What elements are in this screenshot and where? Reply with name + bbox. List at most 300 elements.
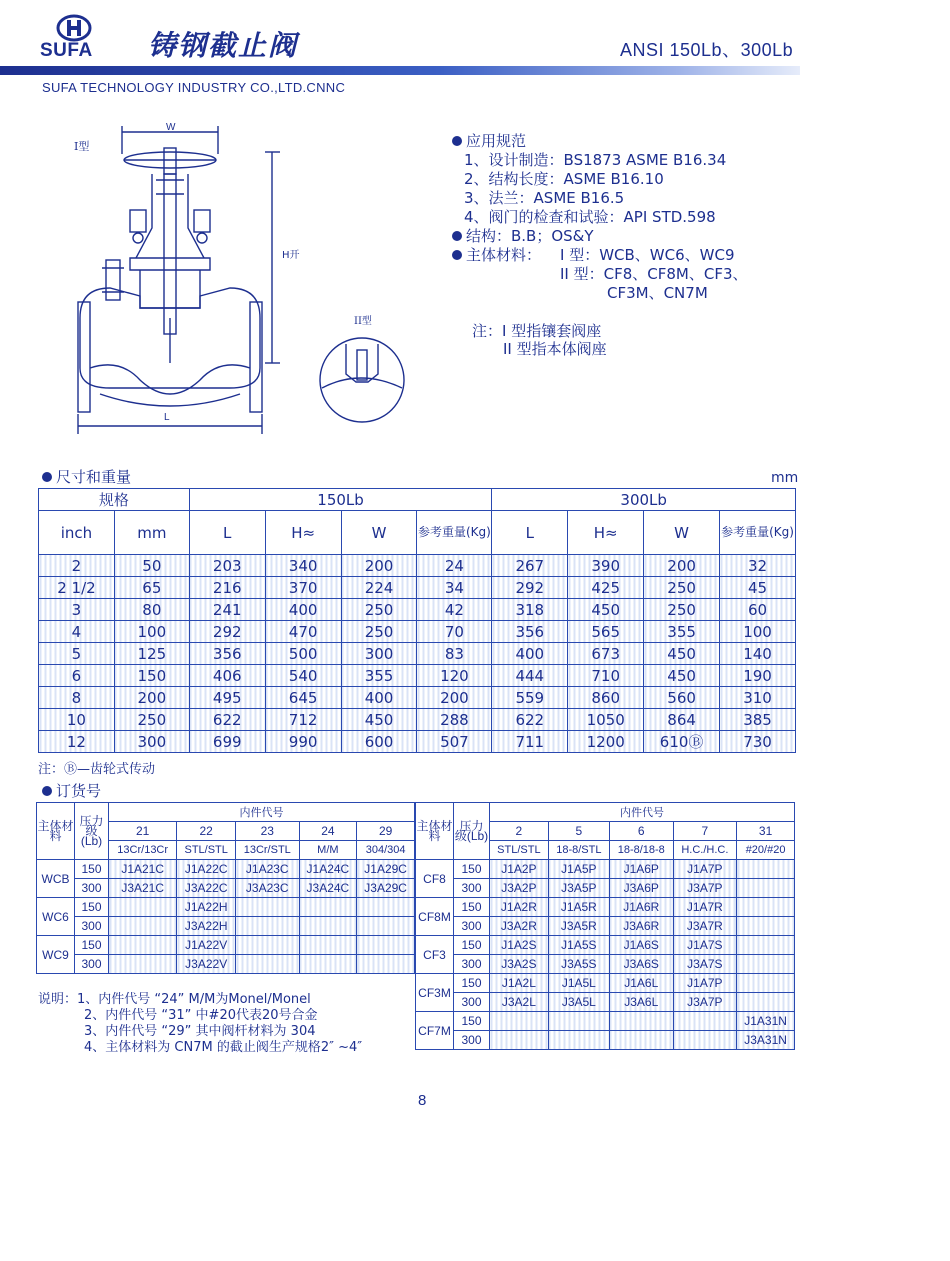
spec-note-2: II 型指本体阀座 xyxy=(503,340,607,358)
order-code: J1A2S xyxy=(490,936,549,955)
page-title: 铸钢截止阀 xyxy=(148,29,299,62)
header-150lb: 150Lb xyxy=(189,489,492,511)
order-code: J3A6P xyxy=(609,879,673,898)
trim-code: 29 xyxy=(357,822,415,841)
table-row xyxy=(416,1031,795,1050)
order-code: J3A6R xyxy=(609,917,673,936)
table-cell: 8 xyxy=(39,687,115,709)
page-number: 8 xyxy=(418,1092,427,1109)
order-code xyxy=(236,917,300,936)
table-cell: 450 xyxy=(568,599,644,621)
table-row xyxy=(37,879,415,898)
order-code xyxy=(737,917,795,936)
order-code: J1A6S xyxy=(609,936,673,955)
pressure-class: 300 xyxy=(75,955,109,974)
order-code: J1A31N xyxy=(737,1012,795,1031)
spec-heading: 应用规范 xyxy=(452,132,526,151)
table-row xyxy=(416,917,795,936)
table-cell: 1200 xyxy=(568,731,644,753)
order-code xyxy=(357,917,415,936)
order-code: J3A31N xyxy=(737,1031,795,1050)
table-cell: 200 xyxy=(114,687,189,709)
table-row xyxy=(416,860,795,879)
pressure-class: 150 xyxy=(75,898,109,917)
table-row xyxy=(37,955,415,974)
table-cell: 250 xyxy=(114,709,189,731)
order-code: J3A2R xyxy=(490,917,549,936)
col-w-300: W xyxy=(644,511,720,555)
order-code: J1A29C xyxy=(357,860,415,879)
table-cell: 470 xyxy=(265,621,341,643)
table-cell: 507 xyxy=(417,731,492,753)
table-cell: 120 xyxy=(417,665,492,687)
order-code: J1A22H xyxy=(177,898,236,917)
bullet-icon xyxy=(452,231,462,241)
dims-unit: mm xyxy=(771,470,799,486)
bullet-icon xyxy=(42,786,52,796)
pressure-class: 150 xyxy=(75,860,109,879)
table-row xyxy=(39,665,796,687)
order-code: J3A5S xyxy=(548,955,609,974)
col-l-150: L xyxy=(189,511,265,555)
spec-item-1: 1、设计制造：BS1873 ASME B16.34 xyxy=(464,151,727,169)
pressure-class: 300 xyxy=(454,955,490,974)
trim-material: H.C./H.C. xyxy=(673,841,737,860)
order-code xyxy=(299,898,357,917)
table-row xyxy=(37,917,415,936)
table-cell: 42 xyxy=(417,599,492,621)
col-l-300: L xyxy=(492,511,568,555)
table-cell: 45 xyxy=(720,577,796,599)
table-cell: 710 xyxy=(568,665,644,687)
pressure-class: 150 xyxy=(454,974,490,993)
order-code xyxy=(236,898,300,917)
pressure-class: 300 xyxy=(454,1031,490,1050)
table-cell: 565 xyxy=(568,621,644,643)
table-cell: 864 xyxy=(644,709,720,731)
table-cell: 288 xyxy=(417,709,492,731)
table-row xyxy=(416,936,795,955)
order-code: J1A7P xyxy=(673,860,737,879)
order-code xyxy=(548,1012,609,1031)
order-code: J1A7P xyxy=(673,974,737,993)
table-row xyxy=(37,860,415,879)
spec-item-2: 2、结构长度：ASME B16.10 xyxy=(464,170,664,188)
spec-material-type1: I 型：WCB、WC6、WC9 xyxy=(560,246,735,264)
table-cell: 406 xyxy=(189,665,265,687)
order-code xyxy=(737,936,795,955)
pressure-class: 300 xyxy=(75,917,109,936)
order-code xyxy=(109,917,177,936)
order-note-4: 4、主体材料为 CN7M 的截止阀生产规格2″ ~4″ xyxy=(84,1040,363,1055)
order-code: J3A7P xyxy=(673,879,737,898)
table-cell: 267 xyxy=(492,555,568,577)
order-code: J3A7P xyxy=(673,993,737,1012)
type1-label: I型 xyxy=(74,140,90,153)
order-code xyxy=(109,936,177,955)
pressure-class: 300 xyxy=(454,993,490,1012)
table-row xyxy=(416,898,795,917)
header-spec: 规格 xyxy=(39,489,190,511)
order-code xyxy=(299,936,357,955)
trim-material: STL/STL xyxy=(490,841,549,860)
table-cell: 310 xyxy=(720,687,796,709)
table-cell: 200 xyxy=(644,555,720,577)
table-cell: 425 xyxy=(568,577,644,599)
order-code xyxy=(490,1031,549,1050)
table-cell: 12 xyxy=(39,731,115,753)
order-code: J1A6L xyxy=(609,974,673,993)
table-cell: 356 xyxy=(189,643,265,665)
header-body-material: 主体材料 xyxy=(416,803,454,860)
table-cell: 990 xyxy=(265,731,341,753)
order-code: J1A7R xyxy=(673,898,737,917)
pressure-class: 300 xyxy=(454,879,490,898)
col-inch: inch xyxy=(39,511,115,555)
order-code xyxy=(109,955,177,974)
order-code: J3A6L xyxy=(609,993,673,1012)
pressure-class: 150 xyxy=(454,860,490,879)
order-code xyxy=(357,955,415,974)
table-cell: 450 xyxy=(644,643,720,665)
table-cell: 100 xyxy=(720,621,796,643)
table-cell: 444 xyxy=(492,665,568,687)
order-code: J3A22V xyxy=(177,955,236,974)
order-code: J1A5S xyxy=(548,936,609,955)
order-table-left xyxy=(36,802,415,974)
table-cell: 34 xyxy=(417,577,492,599)
order-code xyxy=(673,1031,737,1050)
order-code xyxy=(299,955,357,974)
table-cell: 712 xyxy=(265,709,341,731)
table-cell: 495 xyxy=(189,687,265,709)
pressure-class: 150 xyxy=(454,898,490,917)
table-cell: 140 xyxy=(720,643,796,665)
table-cell: 300 xyxy=(341,643,417,665)
bullet-icon xyxy=(42,472,52,482)
table-cell: 610Ⓑ xyxy=(644,731,720,753)
order-code xyxy=(609,1031,673,1050)
trim-material: 304/304 xyxy=(357,841,415,860)
table-cell: 10 xyxy=(39,709,115,731)
dims-table xyxy=(38,488,796,753)
order-code xyxy=(737,898,795,917)
table-row xyxy=(416,993,795,1012)
brand-logo xyxy=(40,14,115,66)
table-cell: 3 xyxy=(39,599,115,621)
table-row xyxy=(39,687,796,709)
order-code: J3A5R xyxy=(548,917,609,936)
pressure-class: 150 xyxy=(454,1012,490,1031)
table-cell: 1050 xyxy=(568,709,644,731)
table-cell: 860 xyxy=(568,687,644,709)
trim-code: 31 xyxy=(737,822,795,841)
trim-code: 23 xyxy=(236,822,300,841)
table-cell: 50 xyxy=(114,555,189,577)
table-cell: 224 xyxy=(341,577,417,599)
table-cell: 559 xyxy=(492,687,568,709)
table-cell: 300 xyxy=(114,731,189,753)
table-row xyxy=(39,555,796,577)
order-code: J1A6R xyxy=(609,898,673,917)
table-cell: 292 xyxy=(189,621,265,643)
order-code: J3A2L xyxy=(490,993,549,1012)
table-cell: 250 xyxy=(644,577,720,599)
order-code: J1A24C xyxy=(299,860,357,879)
table-cell: 370 xyxy=(265,577,341,599)
trim-code: 6 xyxy=(609,822,673,841)
table-row xyxy=(416,1012,795,1031)
order-code: J1A5R xyxy=(548,898,609,917)
order-code xyxy=(737,955,795,974)
table-cell: 560 xyxy=(644,687,720,709)
header-trim: 内件代号 xyxy=(490,803,795,822)
order-code xyxy=(673,1012,737,1031)
body-material: CF7M xyxy=(416,1012,454,1050)
table-cell: 450 xyxy=(341,709,417,731)
table-cell: 4 xyxy=(39,621,115,643)
trim-material: 18-8/STL xyxy=(548,841,609,860)
col-h-150: H≈ xyxy=(265,511,341,555)
table-cell: 60 xyxy=(720,599,796,621)
table-row xyxy=(39,709,796,731)
order-code: J3A7R xyxy=(673,917,737,936)
table-cell: 250 xyxy=(341,621,417,643)
order-heading: 订货号 xyxy=(42,780,101,801)
hexagon-logo-icon xyxy=(56,14,92,42)
pressure-class: 300 xyxy=(454,917,490,936)
table-cell: 600 xyxy=(341,731,417,753)
trim-material: #20/#20 xyxy=(737,841,795,860)
spec-item-4: 4、阀门的检查和试验：API STD.598 xyxy=(464,208,716,226)
order-code xyxy=(109,898,177,917)
spec-item-3: 3、法兰：ASME B16.5 xyxy=(464,189,625,207)
order-code: J1A2R xyxy=(490,898,549,917)
table-cell: 540 xyxy=(265,665,341,687)
table-cell: 699 xyxy=(189,731,265,753)
table-cell: 32 xyxy=(720,555,796,577)
bullet-icon xyxy=(452,136,462,146)
table-cell: 730 xyxy=(720,731,796,753)
company-name: SUFA TECHNOLOGY INDUSTRY CO.,LTD.CNNC xyxy=(42,80,346,95)
spec-structure: 结构：B.B；OS&Y xyxy=(452,227,594,246)
spec-note-1: 注：I 型指镶套阀座 xyxy=(472,322,602,340)
header-pressure: 压力级(Lb) xyxy=(454,803,490,860)
trim-material: 13Cr/13Cr xyxy=(109,841,177,860)
length-label: L xyxy=(164,412,170,423)
order-code: J1A2P xyxy=(490,860,549,879)
dims-heading: 尺寸和重量 xyxy=(42,466,131,487)
table-row xyxy=(416,879,795,898)
table-cell: 450 xyxy=(644,665,720,687)
order-code xyxy=(737,860,795,879)
trim-material: 13Cr/STL xyxy=(236,841,300,860)
trim-code: 22 xyxy=(177,822,236,841)
header-trim: 内件代号 xyxy=(109,803,415,822)
table-cell: 250 xyxy=(644,599,720,621)
brand-name: SUFA xyxy=(40,40,93,61)
trim-code: 5 xyxy=(548,822,609,841)
table-row xyxy=(37,936,415,955)
table-cell: 125 xyxy=(114,643,189,665)
order-code xyxy=(548,1031,609,1050)
body-material: CF8 xyxy=(416,860,454,898)
order-code xyxy=(737,879,795,898)
order-code: J3A23C xyxy=(236,879,300,898)
trim-material: STL/STL xyxy=(177,841,236,860)
order-code: J3A7S xyxy=(673,955,737,974)
table-cell: 355 xyxy=(341,665,417,687)
table-cell: 200 xyxy=(341,555,417,577)
table-cell: 2 1/2 xyxy=(39,577,115,599)
valve-drawing xyxy=(60,118,420,448)
order-code: J1A5P xyxy=(548,860,609,879)
table-cell: 83 xyxy=(417,643,492,665)
order-code: J1A22C xyxy=(177,860,236,879)
order-code xyxy=(299,917,357,936)
table-cell: 622 xyxy=(189,709,265,731)
standard-label: ANSI 150Lb、300Lb xyxy=(620,40,794,60)
spec-material: 主体材料： xyxy=(452,246,541,265)
order-code xyxy=(357,936,415,955)
table-cell: 100 xyxy=(114,621,189,643)
col-weight-300: 参考重量(Kg) xyxy=(720,511,796,555)
order-note-3: 3、内件代号 “29” 其中阀杆材料为 304 xyxy=(84,1024,316,1039)
order-code xyxy=(737,993,795,1012)
order-code: J1A5L xyxy=(548,974,609,993)
trim-code: 21 xyxy=(109,822,177,841)
order-code: J1A22V xyxy=(177,936,236,955)
height-label: H开 xyxy=(282,250,300,261)
order-note-2: 2、内件代号 “31” 中#20代表20号合金 xyxy=(84,1008,318,1023)
table-cell: 400 xyxy=(341,687,417,709)
header-band xyxy=(0,66,800,75)
order-note-1: 说明：1、内件代号 “24” M/M为Monel/Monel xyxy=(38,992,311,1007)
col-h-300: H≈ xyxy=(568,511,644,555)
trim-material: 18-8/18-8 xyxy=(609,841,673,860)
table-cell: 190 xyxy=(720,665,796,687)
table-cell: 24 xyxy=(417,555,492,577)
table-cell: 5 xyxy=(39,643,115,665)
table-cell: 340 xyxy=(265,555,341,577)
table-row xyxy=(39,577,796,599)
spec-material-type2-cont: CF3M、CN7M xyxy=(607,284,708,302)
pressure-class: 300 xyxy=(75,879,109,898)
table-cell: 645 xyxy=(265,687,341,709)
table-cell: 203 xyxy=(189,555,265,577)
table-row xyxy=(416,974,795,993)
col-w-150: W xyxy=(341,511,417,555)
table-cell: 400 xyxy=(265,599,341,621)
body-material: WC6 xyxy=(37,898,75,936)
table-cell: 622 xyxy=(492,709,568,731)
table-cell: 65 xyxy=(114,577,189,599)
order-code: J3A24C xyxy=(299,879,357,898)
table-row xyxy=(39,599,796,621)
table-cell: 500 xyxy=(265,643,341,665)
order-code: J3A5P xyxy=(548,879,609,898)
order-code: J1A6P xyxy=(609,860,673,879)
order-code: J1A21C xyxy=(109,860,177,879)
spec-material-type2: II 型：CF8、CF8M、CF3、 xyxy=(560,265,748,283)
table-cell: 70 xyxy=(417,621,492,643)
table-cell: 385 xyxy=(720,709,796,731)
trim-code: 24 xyxy=(299,822,357,841)
order-code xyxy=(236,936,300,955)
table-cell: 2 xyxy=(39,555,115,577)
body-material: CF3M xyxy=(416,974,454,1012)
trim-code: 2 xyxy=(490,822,549,841)
table-cell: 250 xyxy=(341,599,417,621)
order-code: J3A2P xyxy=(490,879,549,898)
table-cell: 673 xyxy=(568,643,644,665)
table-cell: 216 xyxy=(189,577,265,599)
table-cell: 80 xyxy=(114,599,189,621)
pressure-class: 150 xyxy=(454,936,490,955)
order-code: J3A2S xyxy=(490,955,549,974)
order-code: J3A22H xyxy=(177,917,236,936)
order-code: J3A5L xyxy=(548,993,609,1012)
table-cell: 200 xyxy=(417,687,492,709)
order-code xyxy=(490,1012,549,1031)
table-cell: 711 xyxy=(492,731,568,753)
type2-label: II型 xyxy=(354,316,372,327)
body-material: CF8M xyxy=(416,898,454,936)
order-code: J3A29C xyxy=(357,879,415,898)
order-code: J3A6S xyxy=(609,955,673,974)
table-cell: 292 xyxy=(492,577,568,599)
bullet-icon xyxy=(452,250,462,260)
order-code xyxy=(609,1012,673,1031)
order-table-right xyxy=(415,802,795,1050)
header-300lb: 300Lb xyxy=(492,489,796,511)
table-row xyxy=(416,955,795,974)
table-cell: 318 xyxy=(492,599,568,621)
table-row xyxy=(39,643,796,665)
table-row xyxy=(39,621,796,643)
col-weight-150: 参考重量(Kg) xyxy=(417,511,492,555)
header-pressure: 压力级(Lb) xyxy=(75,803,109,860)
order-code xyxy=(236,955,300,974)
header-body-material: 主体材料 xyxy=(37,803,75,860)
table-cell: 150 xyxy=(114,665,189,687)
table-row xyxy=(39,731,796,753)
order-code xyxy=(737,974,795,993)
pressure-class: 150 xyxy=(75,936,109,955)
body-material: CF3 xyxy=(416,936,454,974)
order-code: J1A23C xyxy=(236,860,300,879)
table-cell: 241 xyxy=(189,599,265,621)
order-code: J1A7S xyxy=(673,936,737,955)
table-cell: 356 xyxy=(492,621,568,643)
width-label: W xyxy=(166,122,176,133)
order-code: J1A2L xyxy=(490,974,549,993)
col-mm: mm xyxy=(114,511,189,555)
table-cell: 6 xyxy=(39,665,115,687)
dims-footnote: 注：Ⓑ—齿轮式传动 xyxy=(38,762,156,777)
body-material: WC9 xyxy=(37,936,75,974)
trim-material: M/M xyxy=(299,841,357,860)
table-cell: 390 xyxy=(568,555,644,577)
table-cell: 400 xyxy=(492,643,568,665)
body-material: WCB xyxy=(37,860,75,898)
trim-code: 7 xyxy=(673,822,737,841)
table-cell: 355 xyxy=(644,621,720,643)
table-row xyxy=(37,898,415,917)
order-code: J3A21C xyxy=(109,879,177,898)
order-code xyxy=(357,898,415,917)
order-code: J3A22C xyxy=(177,879,236,898)
